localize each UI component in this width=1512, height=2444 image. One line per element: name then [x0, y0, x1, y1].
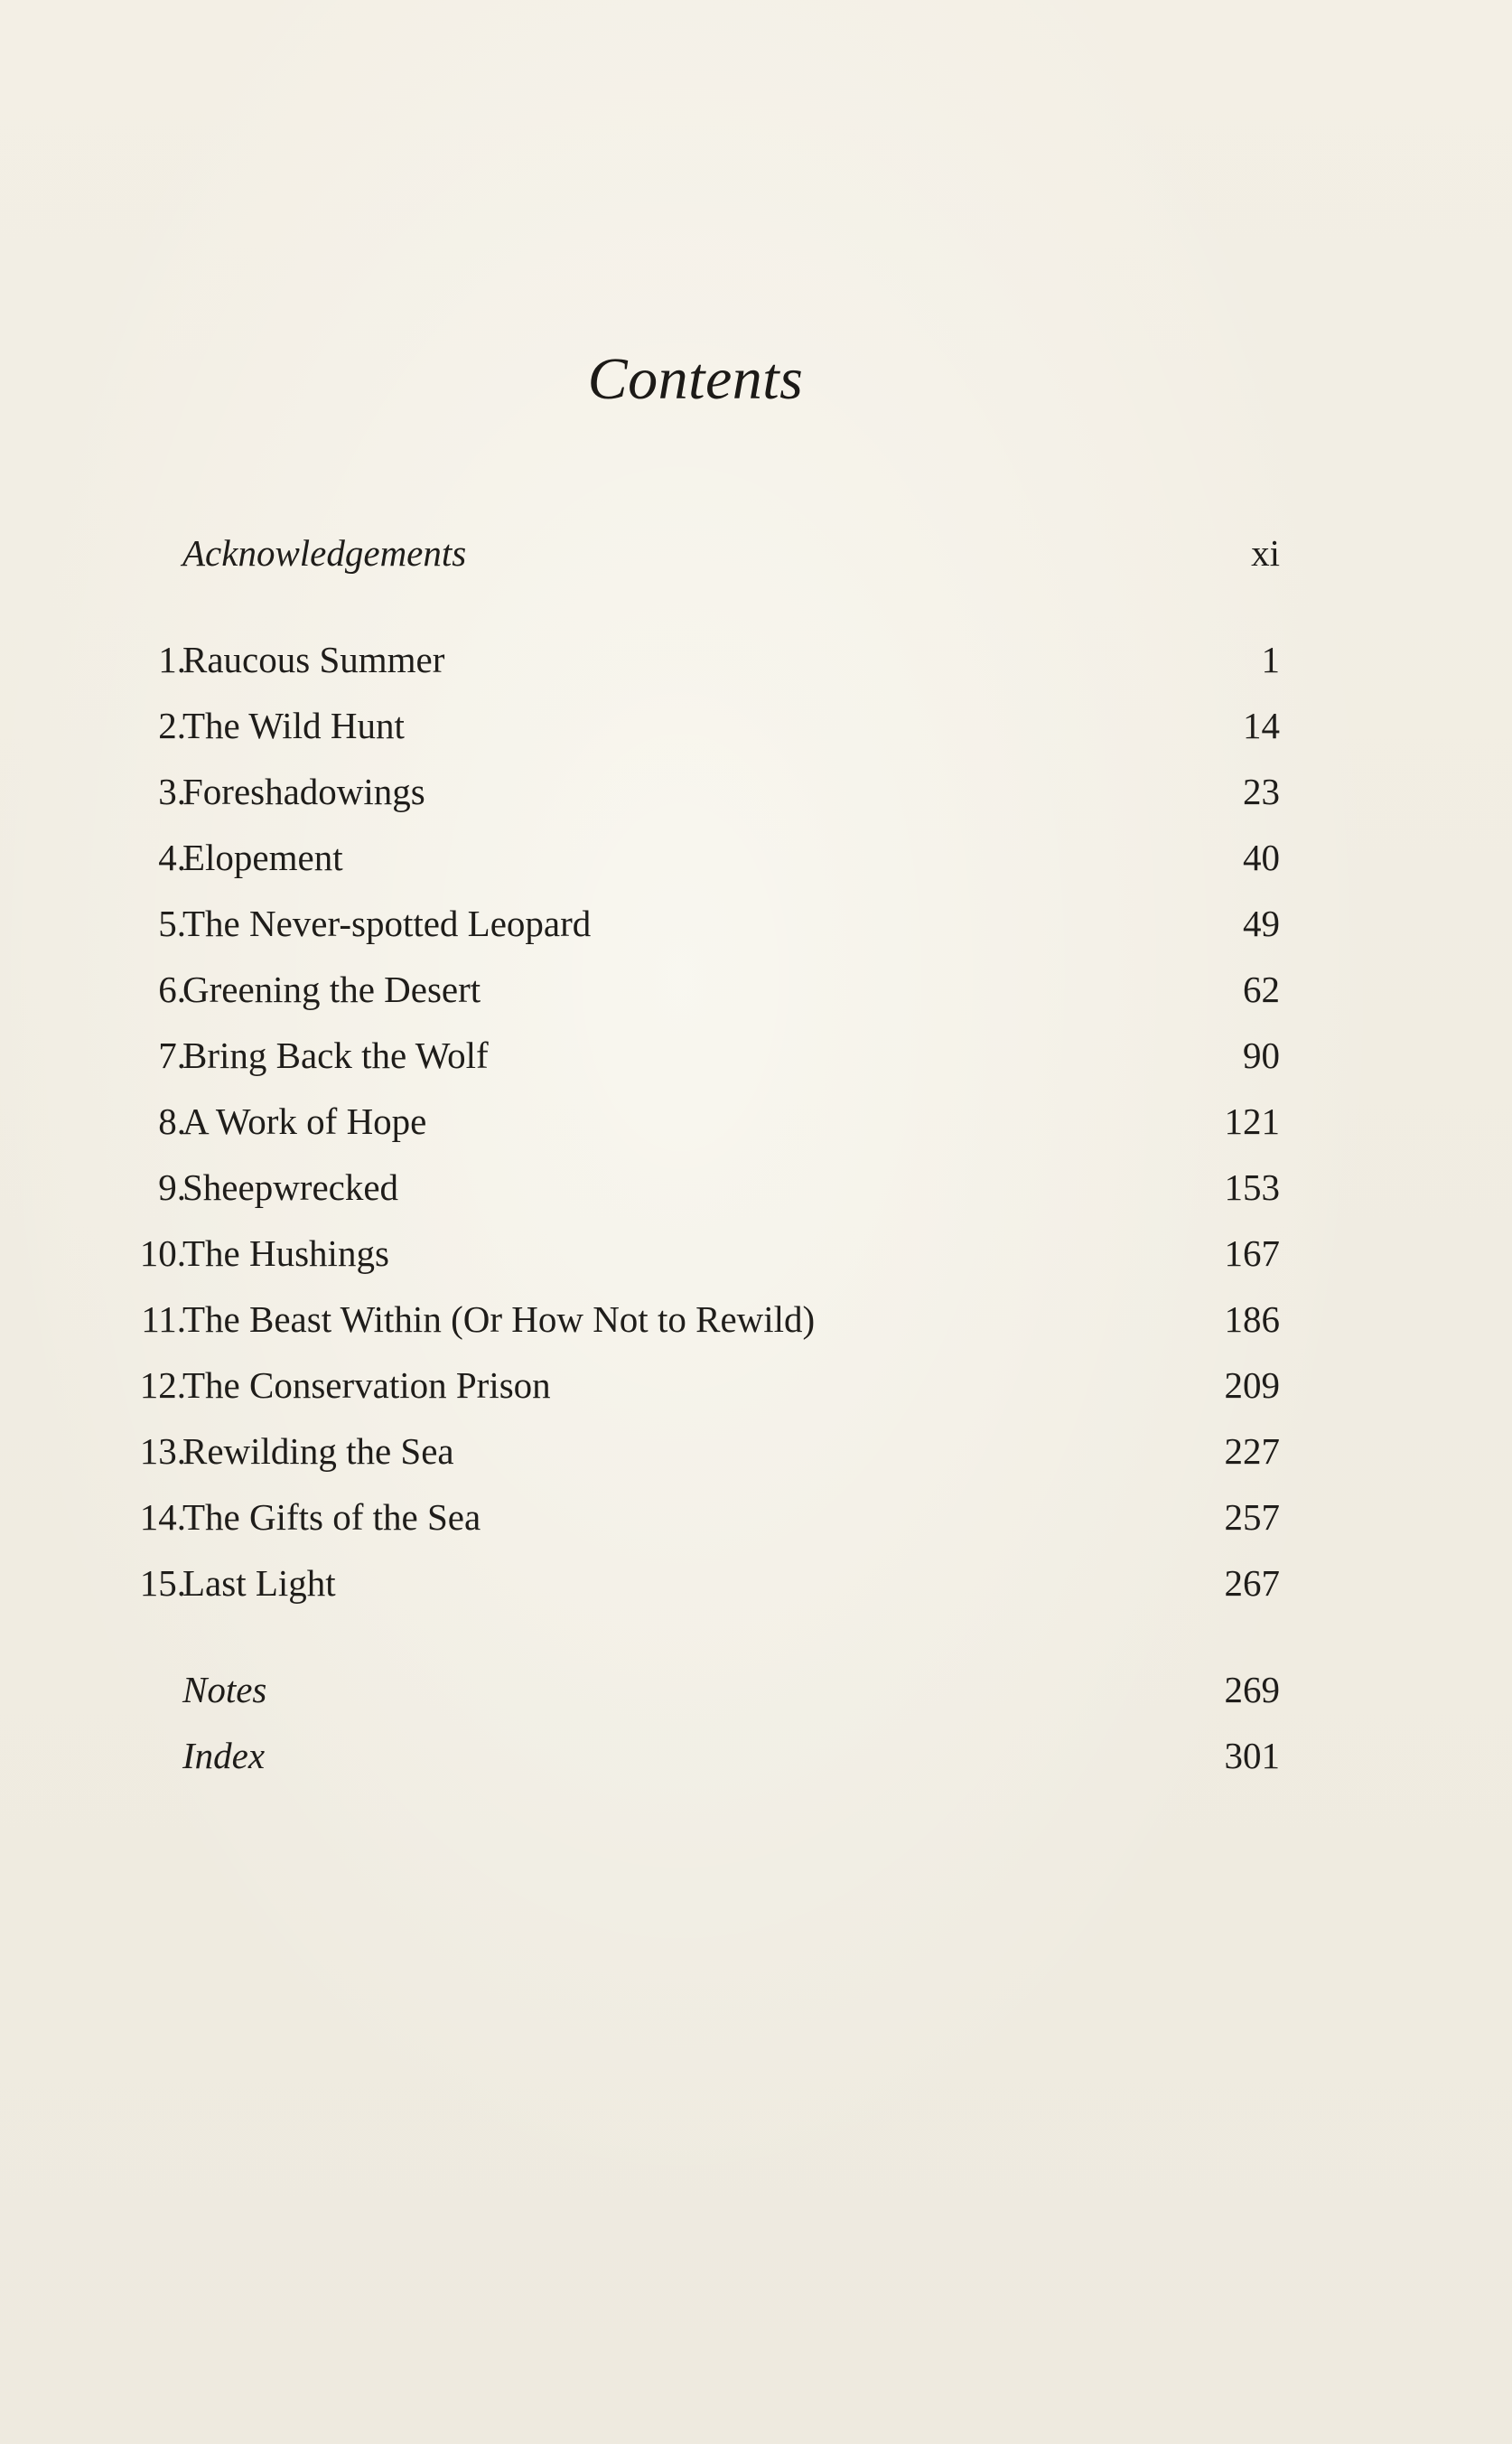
chapter-title: Rewilding the Sea — [182, 1430, 454, 1472]
chapter-title: The Gifts of the Sea — [182, 1496, 481, 1538]
chapter-page: 23 — [1243, 771, 1280, 812]
chapter-number: 5. — [158, 903, 186, 944]
toc-chapter-row — [0, 1424, 1512, 1478]
chapter-number: 14. — [139, 1496, 186, 1538]
chapter-title: A Work of Hope — [182, 1100, 427, 1142]
toc-chapter-row — [0, 1160, 1512, 1214]
chapter-page: 40 — [1243, 837, 1280, 878]
toc-chapter-row — [0, 962, 1512, 1016]
page-title: Contents — [587, 346, 804, 412]
chapter-title: The Wild Hunt — [182, 705, 405, 746]
toc-entry-notes — [0, 1662, 1512, 1717]
chapter-number: 8. — [158, 1100, 186, 1142]
toc-chapter-row — [0, 830, 1512, 885]
chapter-title: The Conservation Prison — [182, 1364, 551, 1406]
toc-chapter-row — [0, 1028, 1512, 1082]
toc-chapter-row — [0, 1292, 1512, 1346]
toc-chapter-row — [0, 632, 1512, 687]
chapter-title: The Never-spotted Leopard — [182, 903, 592, 944]
chapter-page: 14 — [1243, 705, 1280, 746]
toc-entry-page: 301 — [1224, 1735, 1280, 1776]
chapter-title: Last Light — [182, 1562, 336, 1604]
chapter-number: 11. — [141, 1298, 186, 1340]
chapter-title: Greening the Desert — [182, 969, 481, 1010]
toc-entry-label: Notes — [182, 1669, 267, 1710]
toc-chapter-row — [0, 764, 1512, 819]
chapter-page: 227 — [1224, 1430, 1280, 1472]
chapter-number: 12. — [139, 1364, 186, 1406]
chapter-page: 167 — [1224, 1232, 1280, 1274]
toc-entry-page: 269 — [1224, 1669, 1280, 1710]
chapter-title: Raucous Summer — [182, 639, 445, 680]
toc-chapter-row — [0, 1358, 1512, 1412]
toc-chapter-row — [0, 698, 1512, 753]
chapter-number: 3. — [158, 771, 186, 812]
chapter-page: 1 — [1261, 639, 1280, 680]
chapter-number: 15. — [139, 1562, 186, 1604]
toc-chapter-row — [0, 896, 1512, 950]
toc-entry-acknowledgements — [0, 526, 1512, 580]
chapter-title: The Beast Within (Or How Not to Rewild) — [182, 1298, 816, 1340]
chapter-page: 62 — [1243, 969, 1280, 1010]
toc-entry-page: xi — [1251, 532, 1280, 574]
toc-chapter-row — [0, 1556, 1512, 1610]
chapter-title: The Hushings — [182, 1232, 389, 1274]
chapter-number: 1. — [158, 639, 186, 680]
chapter-number: 9. — [158, 1166, 186, 1208]
chapter-page: 209 — [1224, 1364, 1280, 1406]
chapter-number: 10. — [139, 1232, 186, 1274]
chapter-page: 153 — [1224, 1166, 1280, 1208]
chapter-title: Sheepwrecked — [182, 1166, 399, 1208]
toc-chapter-row — [0, 1490, 1512, 1544]
chapter-number: 13. — [139, 1430, 186, 1472]
toc-chapter-row — [0, 1226, 1512, 1280]
chapter-number: 7. — [158, 1035, 186, 1076]
chapter-page: 257 — [1224, 1496, 1280, 1538]
chapter-page: 121 — [1224, 1100, 1280, 1142]
toc-entry-index — [0, 1728, 1512, 1783]
toc-entry-label: Index — [182, 1735, 266, 1776]
chapter-page: 90 — [1243, 1035, 1280, 1076]
chapter-number: 6. — [158, 969, 186, 1010]
chapter-page: 49 — [1243, 903, 1280, 944]
chapter-title: Elopement — [182, 837, 343, 878]
chapter-number: 2. — [158, 705, 186, 746]
chapter-title: Bring Back the Wolf — [182, 1035, 489, 1076]
chapter-page: 186 — [1224, 1298, 1280, 1340]
chapter-number: 4. — [158, 837, 186, 878]
toc-entry-label: Acknowledgements — [182, 532, 467, 574]
chapter-page: 267 — [1224, 1562, 1280, 1604]
toc-chapter-row — [0, 1094, 1512, 1148]
chapter-title: Foreshadowings — [182, 771, 425, 812]
